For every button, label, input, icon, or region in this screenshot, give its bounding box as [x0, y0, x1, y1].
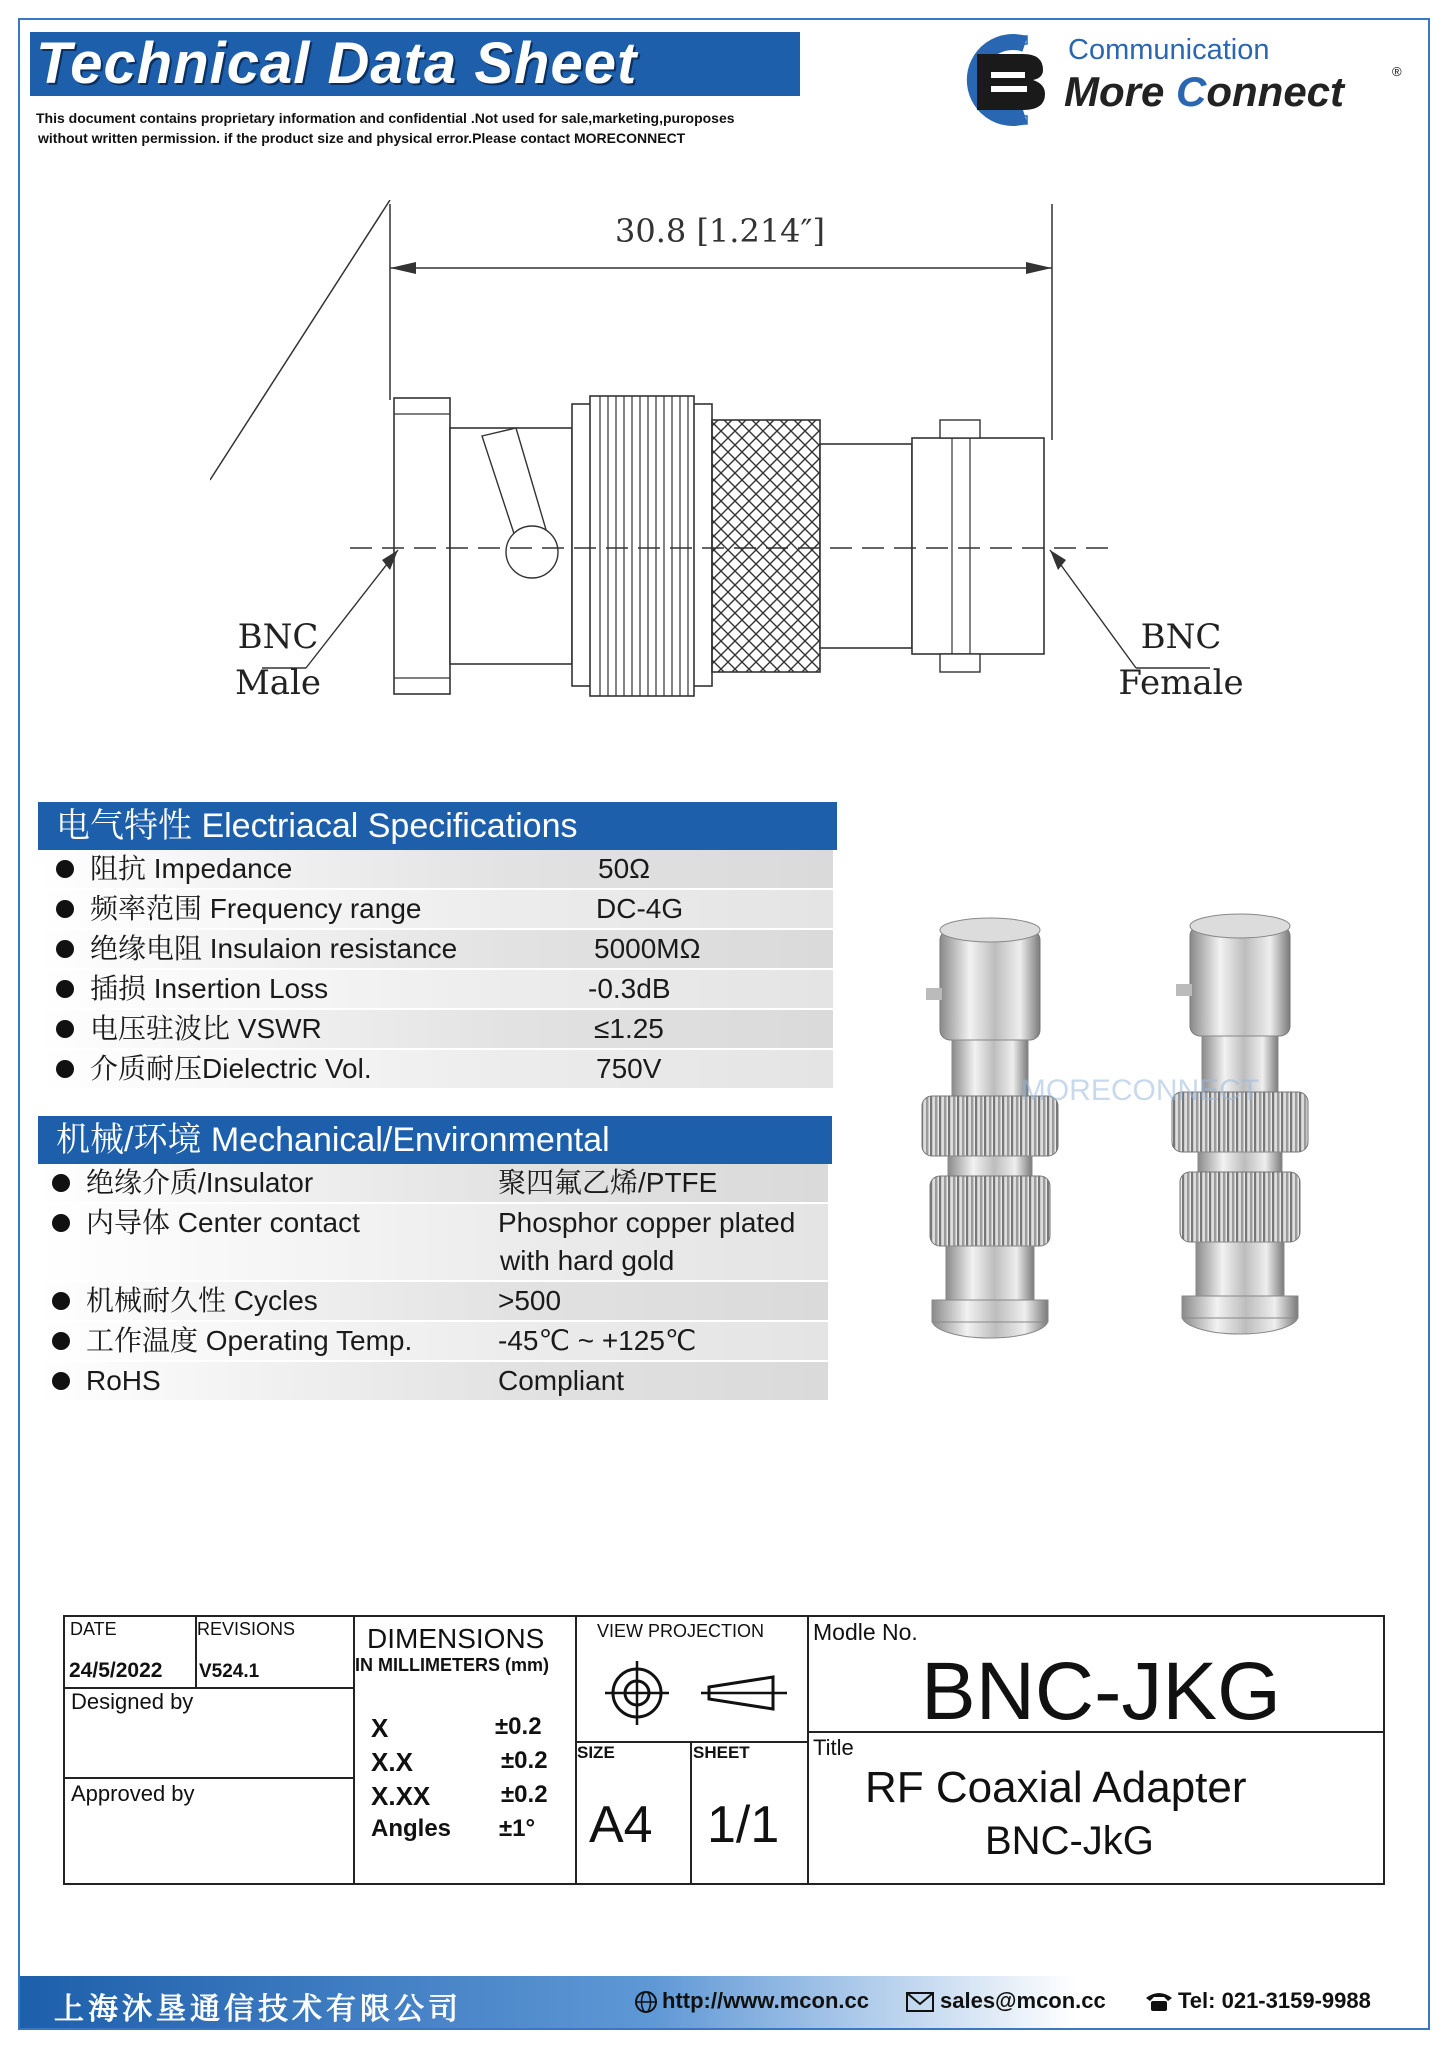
tolerance-xx-value: ±0.2 — [501, 1747, 548, 1774]
adapter-left — [922, 918, 1058, 1338]
tolerance-x-value: ±0.2 — [495, 1713, 542, 1740]
footer-company: 上海沐垦通信技术有限公司 — [54, 1992, 462, 2027]
footer-website[interactable]: http://www.mcon.cc — [662, 1988, 869, 2013]
photo-watermark: MORECONNECT — [1020, 1074, 1260, 1107]
bullet-icon — [56, 1060, 74, 1078]
footer-tel: Tel: 021-3159-9988 — [1178, 1988, 1371, 2013]
spec-row: 插损 Insertion Loss -0.3dB — [38, 970, 833, 1010]
revisions-value: V524.1 — [199, 1661, 260, 1682]
product-photo — [900, 900, 1370, 1360]
dimensions-title: DIMENSIONS — [367, 1623, 545, 1654]
phone-icon — [1144, 1990, 1174, 2012]
logo-text-more-connect: More Connect — [1064, 68, 1345, 115]
bullet-icon — [56, 1020, 74, 1038]
date-value: 24/5/2022 — [69, 1659, 163, 1682]
footer-email[interactable]: sales@mcon.cc — [940, 1988, 1106, 2013]
bullet-icon — [56, 860, 74, 878]
spec-row: 绝缘电阻 Insulaion resistance 5000MΩ — [38, 930, 833, 970]
female-label: BNC Female — [1118, 617, 1244, 703]
adapter-right — [1172, 914, 1308, 1334]
projection-symbol-icon — [589, 1657, 799, 1727]
spec-row: RoHS Compliant — [38, 1362, 828, 1402]
male-label: BNC Male — [234, 617, 322, 703]
spec-row: 机械耐久性 Cycles >500 — [38, 1282, 828, 1322]
designed-by-label: Designed by — [71, 1689, 194, 1714]
tolerance-x: X — [371, 1713, 389, 1743]
approved-by-label: Approved by — [71, 1781, 195, 1806]
mechanical-header: 机械/环境 Mechanical/Environmental — [38, 1116, 828, 1164]
disclaimer-line-2: without written permission. if the product size and physical error.Please contact MORECONNECT — [38, 130, 686, 146]
bullet-icon — [56, 900, 74, 918]
tolerance-xx: X.X — [371, 1747, 413, 1777]
dimensions-subtitle: IN MILLIMETERS (mm) — [355, 1655, 549, 1675]
spec-row: 阻抗 Impedance 50Ω — [38, 850, 833, 890]
date-label: DATE — [70, 1619, 117, 1639]
tolerance-xxx: X.XX — [371, 1781, 431, 1811]
spec-row: 介质耐压Dielectric Vol. 750V — [38, 1050, 833, 1090]
spec-row: 内导体 Center contact Phosphor copper plated with hard gold — [38, 1204, 828, 1282]
adapter-drawing — [210, 200, 1260, 720]
bullet-icon — [56, 940, 74, 958]
bullet-icon — [52, 1214, 70, 1232]
mechanical-specifications — [38, 1116, 828, 1402]
registered-mark: ® — [1392, 64, 1402, 79]
globe-icon — [634, 1990, 658, 2014]
bullet-icon — [52, 1174, 70, 1192]
bullet-icon — [56, 980, 74, 998]
disclaimer — [36, 108, 735, 148]
model-number-value: BNC-JKG — [921, 1646, 1281, 1737]
title-line-2: BNC-JkG — [985, 1819, 1154, 1863]
electrical-header: 电气特性 Electriacal Specifications — [38, 802, 833, 850]
size-value: A4 — [589, 1796, 653, 1854]
tolerance-angles-value: ±1° — [499, 1815, 536, 1842]
mail-icon — [906, 1992, 934, 2012]
sheet-label: SHEET — [693, 1743, 750, 1762]
electrical-specifications — [38, 802, 833, 1090]
title-line-1: RF Coaxial Adapter — [865, 1763, 1247, 1812]
title-label: Title — [813, 1735, 854, 1760]
spec-row: 频率范围 Frequency range DC-4G — [38, 890, 833, 930]
sheet-value: 1/1 — [707, 1796, 780, 1854]
tolerance-xxx-value: ±0.2 — [501, 1781, 548, 1808]
logo-text-communication: Communication — [1068, 34, 1270, 66]
spec-row: 绝缘介质/Insulator 聚四氟乙烯/PTFE — [38, 1164, 828, 1204]
footer-bar — [20, 1976, 1428, 2028]
tolerance-angles: Angles — [371, 1815, 452, 1842]
dimension-text: 30.8 [1.214″] — [615, 212, 825, 250]
spec-row: 电压驻波比 VSWR ≤1.25 — [38, 1010, 833, 1050]
bullet-icon — [52, 1292, 70, 1310]
size-label: SIZE — [577, 1743, 615, 1762]
document-title: Technical Data Sheet — [30, 32, 800, 96]
bullet-icon — [52, 1332, 70, 1350]
bullet-icon — [52, 1372, 70, 1390]
revisions-label: REVISIONS — [197, 1619, 296, 1639]
disclaimer-line-1: This document contains proprietary information and confidential .Not used for sale,marketing,puroposes — [36, 110, 735, 126]
title-block — [63, 1615, 1385, 1885]
model-number-label: Modle No. — [813, 1619, 918, 1645]
spec-row: 工作温度 Operating Temp. -45℃ ~ +125℃ — [38, 1322, 828, 1362]
view-projection-label: VIEW PROJECTION — [597, 1621, 765, 1641]
